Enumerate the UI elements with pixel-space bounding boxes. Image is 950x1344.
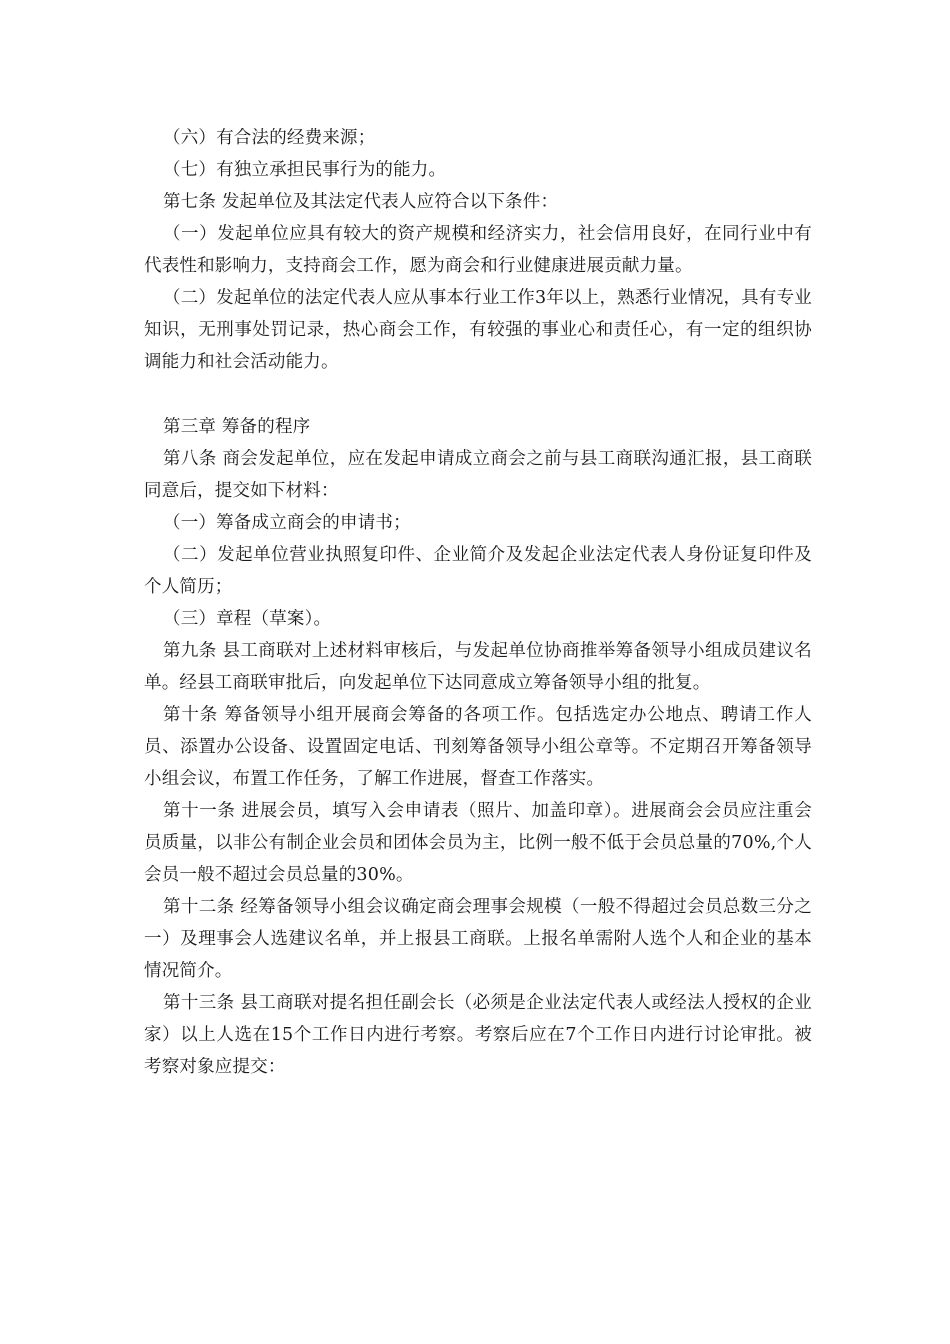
paragraph-item-6: （六）有合法的经费来源； [163,128,376,148]
article-8: 第八条 商会发起单位，应在发起申请成立商会之前与县工商联沟通汇报，县工商联同意后，提交如下材料： [144,449,812,501]
paragraph-item-7: （七）有独立承担民事行为的能力。 [163,160,447,180]
article-7-clause-2: （二）发起单位的法定代表人应从事本行业工作3年以上，熟悉行业情况，具有专业知识，无刑事处罚记录，热心商会工作，有较强的事业心和责任心，有一定的组织协调能力和社会活动能力。 [144,288,812,372]
article-8-clause-3: （三）章程（草案）。 [163,609,332,629]
chapter-heading: 第三章 筹备的程序 [163,417,311,437]
article-8-clause-1: （一）筹备成立商会的申请书； [163,513,411,533]
article-12: 第十二条 经筹备领导小组会议确定商会理事会规模（一般不得超过会员总数三分之一）及理事会人选建议名单，并上报县工商联。上报名单需附人选个人和企业的基本情况简介。 [144,897,812,981]
article-11: 第十一条 进展会员，填写入会申请表（照片、加盖印章）。进展商会会员应注重会员质量，以非公有制企业会员和团体会员为主，比例一般不低于会员总量的70%,个人会员一般不超过会员总量的30%。 [144,801,812,885]
document-body [144,122,812,1083]
article-7: 第七条 发起单位及其法定代表人应符合以下条件： [163,192,559,212]
article-9: 第九条 县工商联对上述材料审核后，与发起单位协商推举筹备领导小组成员建议名单。经县工商联审批后，向发起单位下达同意成立筹备领导小组的批复。 [144,641,812,693]
section-spacer [144,378,812,411]
article-13: 第十三条 县工商联对提名担任副会长（必须是企业法定代表人或经法人授权的企业家）以上人选在15个工作日内进行考察。考察后应在7个工作日内进行讨论审批。被考察对象应提交： [144,993,812,1077]
article-7-clause-1: （一）发起单位应具有较大的资产规模和经济实力，社会信用良好，在同行业中有代表性和影响力，支持商会工作，愿为商会和行业健康进展贡献力量。 [144,224,812,276]
article-8-clause-2: （二）发起单位营业执照复印件、企业简介及发起企业法定代表人身份证复印件及个人简历； [144,545,812,597]
article-10: 第十条 筹备领导小组开展商会筹备的各项工作。包括选定办公地点、聘请工作人员、添置办公设备、设置固定电话、刊刻筹备领导小组公章等。不定期召开筹备领导小组会议，布置工作任务，了解工作进展，督查工作落实。 [144,705,812,789]
